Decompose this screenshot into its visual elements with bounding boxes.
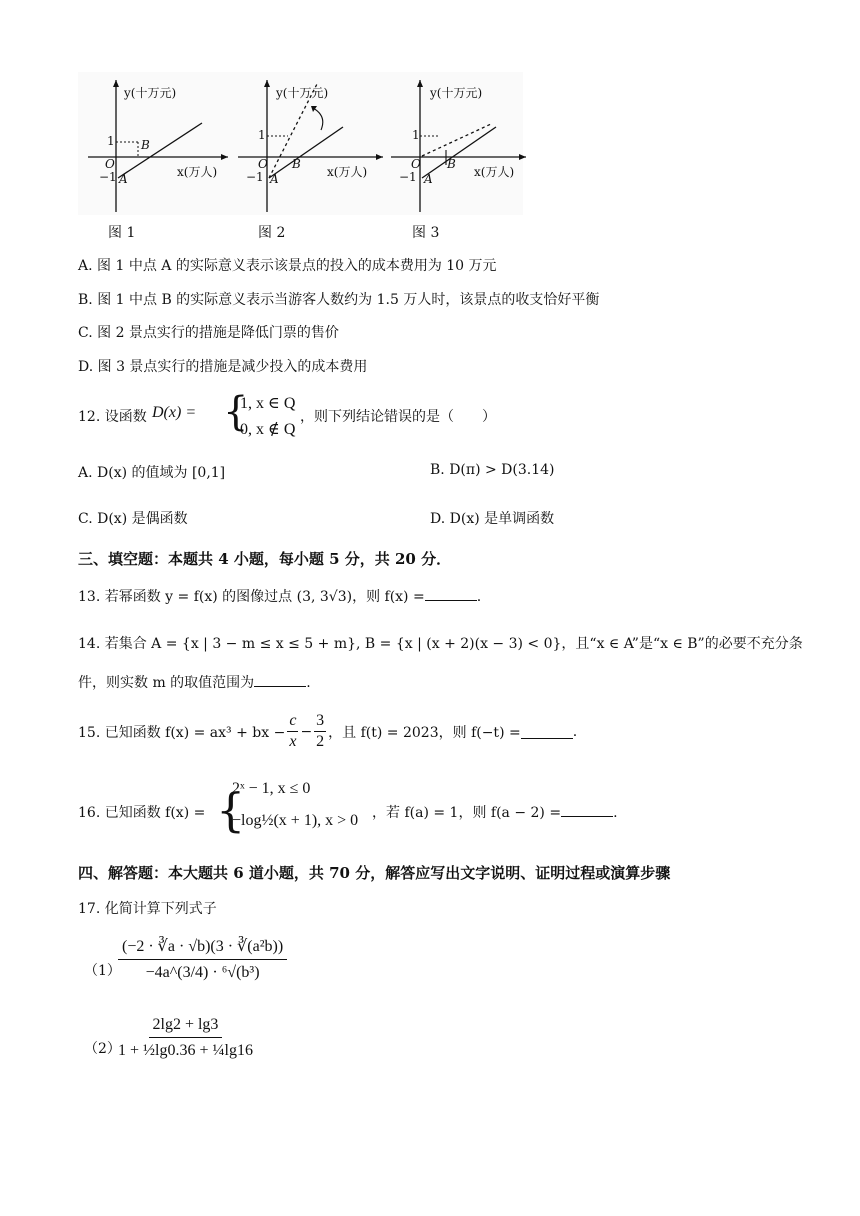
fig2-point-b: B <box>292 157 301 171</box>
q16-prefix: 16. 已知函数 f(x) = <box>78 805 206 821</box>
q12-suffix: ，则下列结论错误的是（ ） <box>300 409 496 425</box>
caption-fig2: 图 2 <box>258 225 286 241</box>
q17-part1-fraction <box>118 936 287 982</box>
q15-frac2-num: 3 <box>314 712 326 732</box>
q15-frac2-den: 2 <box>316 733 325 750</box>
q17-part1-label: （1） <box>84 963 121 979</box>
q11-option-c: C. 图 2 景点实行的措施是降低门票的售价 <box>78 325 339 341</box>
q17-part2-fraction <box>118 1016 253 1060</box>
q14-line1: 14. 若集合 A = {x | 3 − m ≤ x ≤ 5 + m}, B = {x | (x + 2)(x − 3) < 0}，且“x ∈ A”是“x ∈ B”的必要不充分条 <box>78 636 803 652</box>
fig3-point-b: B <box>447 157 456 171</box>
q15-answer-blank <box>521 724 573 739</box>
q14-line2-wrap: 件，则实数 m 的取值范围为 . <box>78 672 311 692</box>
caption-fig1: 图 1 <box>108 225 136 241</box>
q15-frac-3-2 <box>314 712 326 751</box>
q11-option-b: B. 图 1 中点 B 的实际意义表示当游客人数约为 1.5 万人时，该景点的收支恰好平衡 <box>78 292 600 308</box>
q16-suffix-wrap: ，若 f(a) = 1，则 f(a − 2) = . <box>372 802 618 822</box>
q15-minus: − <box>300 723 313 740</box>
fig1-tick-1: 1 <box>107 134 115 148</box>
q17-part2-label: （2） <box>84 1041 121 1057</box>
fig2-ylabel: y(十万元) <box>276 86 329 100</box>
q14-line2: 件，则实数 m 的取值范围为 <box>78 675 255 691</box>
fig2-point-a: A <box>270 172 279 186</box>
q15-frac-c-x <box>287 712 298 751</box>
q17-part2-denominator: 1 + ½lg0.36 + ¼lg16 <box>118 1042 253 1059</box>
fig3-ylabel: y(十万元) <box>430 86 483 100</box>
q17-part1-numerator: (−2 · ∛a · √b)(3 · ∛(a²b)) <box>118 936 287 960</box>
q15-frac1-num: c <box>287 712 298 732</box>
q15-suffix: ，且 f(t) = 2023，则 f(−t) = <box>328 724 521 741</box>
caption-fig3: 图 3 <box>412 225 440 241</box>
q16-suffix: ，若 f(a) = 1，则 f(a − 2) = <box>372 805 562 821</box>
q12-option-d: D. D(x) 是单调函数 <box>430 511 555 527</box>
fig1-xlabel: x(万人) <box>177 165 218 179</box>
q12-option-c: C. D(x) 是偶函数 <box>78 511 188 527</box>
q12-func: D(x) = <box>152 404 197 421</box>
q15-frac1-den: x <box>289 733 297 750</box>
q12-case1: 1, x ∈ Q <box>240 395 296 412</box>
fig2-xlabel: x(万人) <box>327 165 368 179</box>
q16-answer-blank <box>561 802 613 817</box>
fig1-point-b: B <box>141 138 150 152</box>
fig3-tick-1: 1 <box>412 128 420 142</box>
q16-brace: { <box>216 783 246 837</box>
fig1-point-a: A <box>119 172 128 186</box>
q12-option-a: A. D(x) 的值域为 [0,1] <box>78 465 226 481</box>
fig2-origin: O <box>258 157 268 171</box>
q13-text: 13. 若幂函数 y = f(x) 的图像过点 (3, 3√3)，则 f(x) = . <box>78 586 481 606</box>
fig3-tick-neg1: −1 <box>399 170 417 184</box>
q11-option-a: A. 图 1 中点 A 的实际意义表示该景点的投入的成本费用为 10 万元 <box>78 258 497 274</box>
fig2-tick-1: 1 <box>258 128 266 142</box>
q13-answer-blank <box>425 586 477 601</box>
fig3-origin: O <box>411 157 421 171</box>
q15-row: 15. 已知函数 f(x) = ax³ + bx − $\frac{c}{x}$ − $\frac{3}{2}$ ，且 f(t) = 2023，则 f(−t) = . <box>78 712 578 750</box>
q11-option-d: D. 图 3 景点实行的措施是减少投入的成本费用 <box>78 359 368 375</box>
q17-title: 17. 化简计算下列式子 <box>78 901 217 917</box>
fig1-origin: O <box>105 157 115 171</box>
q14-answer-blank <box>254 672 306 687</box>
fig3-point-a: A <box>424 172 433 186</box>
section-3-title: 三、填空题：本题共 4 小题，每小题 5 分，共 20 分． <box>78 550 452 568</box>
fig1-tick-neg1: −1 <box>99 170 117 184</box>
q16-case2: −log½(x + 1), x > 0 <box>232 812 359 829</box>
fig2-tick-neg1: −1 <box>246 170 264 184</box>
q17-part1-denominator: −4a^(3/4) · ⁶√(b³) <box>145 964 260 981</box>
q16-case1: 2ˣ − 1, x ≤ 0 <box>232 780 311 797</box>
q12-brace: { <box>223 389 249 435</box>
fig3-xlabel: x(万人) <box>474 165 515 179</box>
q17-part2-numerator: 2lg2 + lg3 <box>149 1016 223 1038</box>
q12-prefix: 12. 设函数 <box>78 409 147 425</box>
fig1-ylabel: y(十万元) <box>124 86 177 100</box>
q12-option-b: B. D(π) > D(3.14) <box>430 462 555 478</box>
q15-prefix: 15. 已知函数 f(x) = ax³ + bx − <box>78 724 286 741</box>
q13-stem: 13. 若幂函数 y = f(x) 的图像过点 (3, 3√3)，则 f(x) = <box>78 589 425 605</box>
q12-case2: 0, x ∉ Q <box>240 421 296 438</box>
section-4-title: 四、解答题：本大题共 6 道小题，共 70 分，解答应写出文字说明、证明过程或演算步骤 <box>78 864 671 882</box>
